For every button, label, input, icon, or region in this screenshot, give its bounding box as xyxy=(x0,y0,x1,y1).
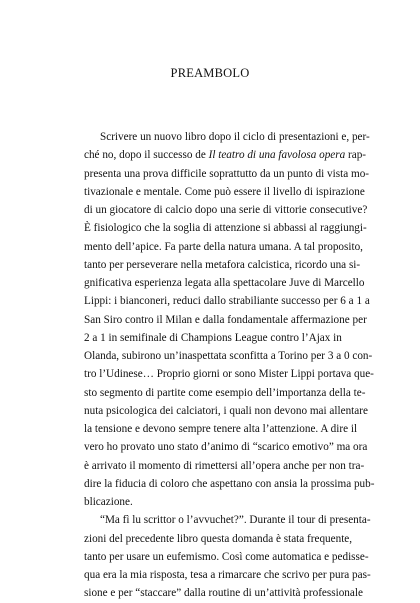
text-line: mento dell’apice. Fa parte della natura umana. A tal proposito, xyxy=(84,240,363,253)
text-line: 2 a 1 in semifinale di Champions League contro l’Ajax in xyxy=(84,331,342,344)
paragraph-1 xyxy=(84,128,375,511)
text-line: gnificativa esperienza legata alla spettacolare Juve di Marcello xyxy=(84,277,365,289)
text-line: tro l’Udinese… Proprio giorni or sono Mister Lippi portava que- xyxy=(84,368,374,381)
text-line: San Siro contro il Milan e dalla fondamentale affermazione per xyxy=(84,313,367,326)
paragraph-2 xyxy=(84,511,371,602)
text-line: blicazione. xyxy=(84,496,133,508)
book-title-italic: Il teatro di una favolosa opera xyxy=(208,149,346,162)
text-line: qua era la mia risposta, tesa a rimarcare che scrivo per pura pas- xyxy=(84,569,371,581)
text-line: zioni del precedente libro questa domanda è stata frequente, xyxy=(84,532,353,545)
text-line: vero ho provato uno stato d’animo di “scarico emotivo” ma ora xyxy=(84,441,368,454)
text-line: Olanda, subirono un’inaspettata sconfitta a Torino per 3 a 0 con- xyxy=(84,350,373,362)
text-line: tanto per perseverare nella metafora calcistica, ricordo una si- xyxy=(84,258,361,271)
text-line: di un giocatore di calcio dopo una serie di vittorie consecutive? xyxy=(84,204,368,216)
text-line: tanto per usare un eufemismo. Così come automatica e pedisse- xyxy=(84,550,369,563)
text-line: è arrivato il momento di rimettersi all’opera anche per non tra- xyxy=(84,459,365,472)
text-line: “Ma fì lu scrittor o l’avvuchet?”. Durante il tour di presenta- xyxy=(100,514,371,527)
text-line: Scrivere un nuovo libro dopo il ciclo di presentazioni e, per- xyxy=(100,131,370,143)
text-line: tivazionale e mentale. Come può essere il livello di ispirazione xyxy=(84,185,365,198)
text-span: ché no, dopo il successo de xyxy=(84,149,209,162)
text-line: nuta psicologica dei calciatori, i quali non devono mai allentare xyxy=(84,404,368,417)
text-line: dire la fiducia di coloro che aspettano con ansia la prossima pub- xyxy=(84,477,375,490)
text-line: presenta una prova difficile soprattutto da un punto di vista mo- xyxy=(84,167,370,180)
text-line: sto segmento di partite come esempio dell’importanza della te- xyxy=(84,386,366,399)
text-line xyxy=(84,146,367,164)
text-line: Lippi: i bianconeri, reduci dallo strabiliante successo per 6 a 1 a xyxy=(84,295,370,308)
chapter-title: PREAMBOLO xyxy=(170,66,250,80)
text-line: la tensione e devono sempre tenere alta l’attenzione. A dire il xyxy=(84,423,358,435)
text-span: rap- xyxy=(345,149,367,162)
text-line: sione e per “staccare” dalla routine di un’attività professionale xyxy=(84,587,363,600)
text-line: È fisiologico che la soglia di attenzione si abbassi al raggiungi- xyxy=(84,222,367,235)
body-text xyxy=(84,128,375,603)
